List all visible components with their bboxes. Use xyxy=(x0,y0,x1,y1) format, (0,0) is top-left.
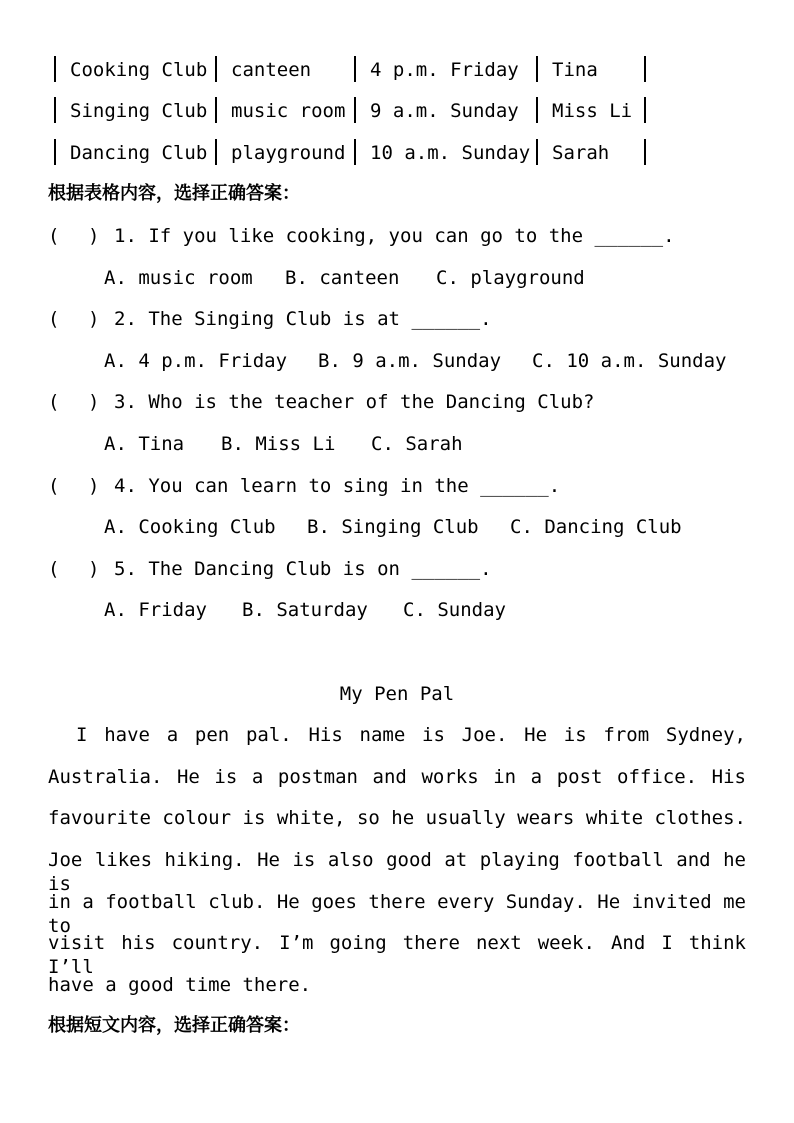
option-a: A. Friday xyxy=(104,599,207,621)
club-time: 10 a.m. Sunday xyxy=(370,142,531,164)
question-stem: The Dancing Club is on ______. xyxy=(148,558,492,580)
answer-paren-right: ) xyxy=(88,558,100,580)
passage-text: Joe likes hiking. He is also good at playing football and he is xyxy=(48,849,746,895)
answer-paren-right: ) xyxy=(88,225,100,247)
question-number: 2. xyxy=(114,308,137,330)
option-a: A. Cooking Club xyxy=(104,516,276,538)
question-stem: You can learn to sing in the ______. xyxy=(148,475,561,497)
option-c: C. Sarah xyxy=(371,433,463,455)
passage-line xyxy=(48,765,746,789)
option-c: C. Dancing Club xyxy=(510,516,682,538)
passage-line xyxy=(48,848,746,895)
option-b: B. Singing Club xyxy=(307,516,479,538)
option-b: B. 9 a.m. Sunday xyxy=(318,350,502,372)
club-name: Dancing Club xyxy=(70,142,208,164)
option-a: A. music room xyxy=(104,267,253,289)
section-instruction: 根据短文内容，选择正确答案： xyxy=(48,1015,300,1036)
club-time: 9 a.m. Sunday xyxy=(370,100,519,122)
passage-text: have a good time there. xyxy=(48,974,312,996)
answer-paren-left: ( xyxy=(48,308,60,330)
option-b: B. Miss Li xyxy=(221,433,336,455)
question-number: 3. xyxy=(114,391,137,413)
question-text xyxy=(114,557,492,581)
question-text xyxy=(114,474,560,498)
question xyxy=(48,307,492,331)
options xyxy=(104,349,727,373)
passage-text: favourite colour is white, so he usually wears white clothes. xyxy=(48,807,746,829)
question-stem: If you like cooking, you can go to the ______. xyxy=(148,225,675,247)
option-a: A. 4 p.m. Friday xyxy=(104,350,288,372)
club-teacher: Sarah xyxy=(552,142,610,164)
section-instruction: 根据表格内容，选择正确答案： xyxy=(48,183,300,204)
question xyxy=(48,557,492,581)
table-row xyxy=(48,141,610,165)
club-teacher: Miss Li xyxy=(552,100,633,122)
option-c: C. Sunday xyxy=(403,599,506,621)
passage-line xyxy=(48,806,746,830)
question-text xyxy=(114,307,492,331)
answer-paren-right: ) xyxy=(88,308,100,330)
passage-text: visit his country. I’m going there next week. And I think I’ll xyxy=(48,932,746,978)
option-b: B. canteen xyxy=(285,267,400,289)
club-teacher: Tina xyxy=(552,59,598,81)
club-place: playground xyxy=(231,142,346,164)
club-time: 4 p.m. Friday xyxy=(370,59,519,81)
answer-paren-left: ( xyxy=(48,225,60,247)
question-stem: The Singing Club is at ______. xyxy=(148,308,492,330)
answer-paren-right: ) xyxy=(88,391,100,413)
option-a: A. Tina xyxy=(104,433,185,455)
passage-line xyxy=(76,723,746,747)
question-text xyxy=(114,224,675,248)
options xyxy=(104,266,585,290)
option-c: C. 10 a.m. Sunday xyxy=(532,350,727,372)
passage-text: in a football club. He goes there every Sunday. He invited me to xyxy=(48,891,746,937)
question-text xyxy=(114,390,594,414)
question-number: 4. xyxy=(114,475,137,497)
answer-paren-right: ) xyxy=(88,475,100,497)
question-stem: Who is the teacher of the Dancing Club? xyxy=(148,391,595,413)
question xyxy=(48,224,675,248)
question xyxy=(48,390,595,414)
passage-line xyxy=(48,931,746,978)
passage-text: I have a pen pal. His name is Joe. He is from Sydney, xyxy=(76,724,746,746)
passage-text: Australia. He is a postman and works in a post office. His xyxy=(48,766,746,788)
answer-paren-left: ( xyxy=(48,475,60,497)
club-name: Cooking Club xyxy=(70,59,208,81)
passage-line xyxy=(48,890,746,937)
passage-title: My Pen Pal xyxy=(339,683,455,705)
answer-paren-left: ( xyxy=(48,558,60,580)
table-row xyxy=(48,58,598,82)
question-number: 1. xyxy=(114,225,137,247)
table-row xyxy=(48,99,633,123)
options xyxy=(104,515,682,539)
club-place: music room xyxy=(231,100,346,122)
question-number: 5. xyxy=(114,558,137,580)
options xyxy=(104,432,463,456)
club-name: Singing Club xyxy=(70,100,208,122)
option-b: B. Saturday xyxy=(242,599,368,621)
answer-paren-left: ( xyxy=(48,391,60,413)
option-c: C. playground xyxy=(436,267,585,289)
passage-line xyxy=(48,973,746,997)
options xyxy=(104,598,506,622)
question xyxy=(48,474,561,498)
club-place: canteen xyxy=(231,59,312,81)
